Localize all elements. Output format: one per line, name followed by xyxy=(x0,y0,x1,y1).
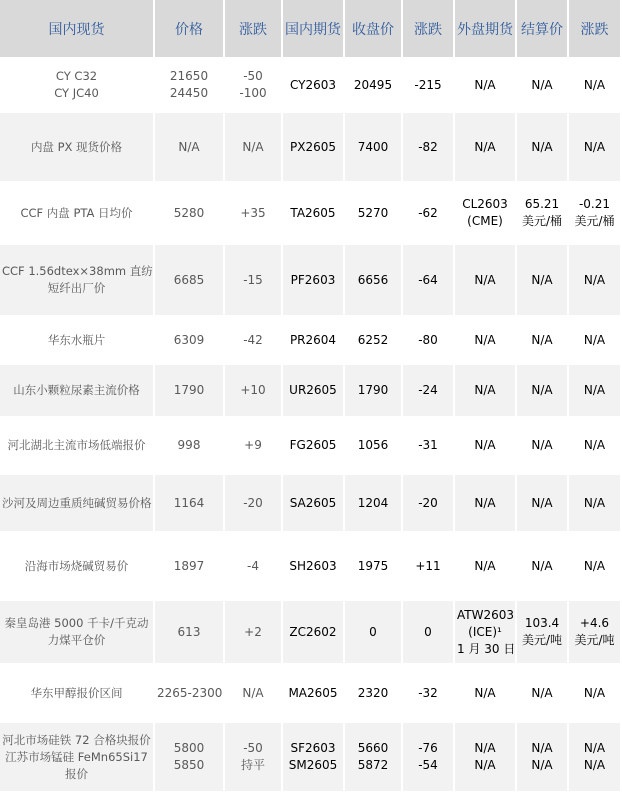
cell-line: 河北湖北主流市场低端报价 xyxy=(7,438,146,452)
cell-line: N/A xyxy=(583,558,606,573)
external-futures-cell xyxy=(455,113,517,183)
spot-change-cell xyxy=(225,365,283,418)
external-change-cell xyxy=(569,418,622,475)
table-row xyxy=(0,59,622,113)
cell-line: 2265-2300 xyxy=(157,685,223,700)
cell-line: -42 xyxy=(243,332,263,347)
header-row xyxy=(0,0,622,59)
cell-line: CCF 1.56dtex×38mm 直纺 xyxy=(2,264,153,278)
external-change-cell xyxy=(569,665,622,723)
cell-line: 1975 xyxy=(357,558,389,573)
external-change-cell xyxy=(569,723,622,793)
external-change-cell xyxy=(569,59,622,113)
cell-line: N/A xyxy=(583,77,606,92)
cell-line: -80 xyxy=(418,332,438,347)
futures-contract-cell xyxy=(283,723,345,793)
spot-name-cell xyxy=(0,317,155,365)
cell-line: -0.21 xyxy=(578,197,611,211)
settle-price-cell xyxy=(517,418,569,475)
settle-price-cell xyxy=(517,665,569,723)
spot-name-cell xyxy=(0,533,155,601)
spot-name-cell xyxy=(0,418,155,475)
cell-line: N/A xyxy=(583,495,606,510)
cell-line: 5800 xyxy=(173,741,205,755)
spot-change-cell xyxy=(225,113,283,183)
cell-line: -4 xyxy=(247,558,259,573)
settle-price-cell xyxy=(517,533,569,601)
futures-change-cell xyxy=(403,723,455,793)
close-price-cell xyxy=(345,601,403,665)
cell-line: N/A xyxy=(474,383,496,397)
settle-price-cell xyxy=(517,475,569,533)
spot-change-cell xyxy=(225,245,283,317)
cell-line: -24 xyxy=(418,383,438,397)
cell-line: N/A xyxy=(583,741,606,755)
spot-change-cell xyxy=(225,475,283,533)
cell-line: 1790 xyxy=(173,383,205,397)
header-settle: 结算价 xyxy=(517,0,569,59)
cell-line: N/A xyxy=(531,758,553,772)
external-change-cell xyxy=(569,317,622,365)
cell-line: +9 xyxy=(244,438,262,452)
cell-line: N/A xyxy=(583,758,606,772)
futures-change-cell xyxy=(403,665,455,723)
close-price-cell xyxy=(345,665,403,723)
cell-line: 山东小颗粒尿素主流价格 xyxy=(13,383,140,397)
settle-price-cell xyxy=(517,59,569,113)
cell-line: N/A xyxy=(474,139,496,154)
table-row xyxy=(0,475,622,533)
header-spot: 国内现货 xyxy=(0,0,155,59)
cell-line: 持平 xyxy=(240,758,265,772)
settle-price-cell xyxy=(517,723,569,793)
cell-line: N/A xyxy=(583,332,606,347)
cell-line: 5872 xyxy=(357,758,389,772)
cell-line: -64 xyxy=(418,272,438,287)
cell-line: N/A xyxy=(531,438,553,452)
spot-price-cell xyxy=(155,533,225,601)
cell-line: 65.21 xyxy=(524,197,560,211)
futures-change-cell xyxy=(403,601,455,665)
cell-line: N/A xyxy=(474,758,496,772)
header-change: 涨跌 xyxy=(225,0,283,59)
cell-line: ATW2603 xyxy=(457,607,515,622)
external-futures-cell xyxy=(455,533,517,601)
spot-change-cell xyxy=(225,665,283,723)
futures-contract-cell xyxy=(283,59,345,113)
external-futures-cell xyxy=(455,245,517,317)
settle-price-cell xyxy=(517,245,569,317)
table-row xyxy=(0,665,622,723)
cell-line: N/A xyxy=(531,139,553,154)
header-external-change: 涨跌 xyxy=(569,0,622,59)
table-row xyxy=(0,183,622,245)
futures-contract-cell xyxy=(283,245,345,317)
cell-line: (CME) xyxy=(467,214,503,228)
external-change-cell xyxy=(569,113,622,183)
futures-contract-cell xyxy=(283,601,345,665)
external-change-cell xyxy=(569,365,622,418)
cell-line: CCF 内盘 PTA 日均价 xyxy=(20,205,133,220)
cell-line: 1897 xyxy=(173,558,205,573)
cell-line: (ICE)¹ xyxy=(468,624,502,639)
cell-line: SH2603 xyxy=(289,558,337,573)
cell-line: 103.4 xyxy=(524,616,560,630)
table-row xyxy=(0,533,622,601)
cell-line: N/A xyxy=(474,558,496,573)
cell-line: 1 月 30 日 xyxy=(457,641,516,656)
futures-change-cell xyxy=(403,113,455,183)
spot-price-cell xyxy=(155,183,225,245)
cell-line: 6252 xyxy=(357,332,389,347)
cell-line: +10 xyxy=(240,383,266,397)
external-futures-cell xyxy=(455,475,517,533)
futures-change-cell xyxy=(403,317,455,365)
external-futures-cell xyxy=(455,317,517,365)
external-change-cell xyxy=(569,533,622,601)
futures-change-cell xyxy=(403,183,455,245)
external-futures-cell xyxy=(455,665,517,723)
table-row xyxy=(0,317,622,365)
external-futures-cell xyxy=(455,59,517,113)
external-futures-cell xyxy=(455,723,517,793)
cell-line: N/A xyxy=(242,685,264,700)
cell-line: CY2603 xyxy=(289,77,337,92)
spot-name-cell xyxy=(0,113,155,183)
header-futures-change: 涨跌 xyxy=(403,0,455,59)
spot-change-cell xyxy=(225,59,283,113)
spot-price-cell xyxy=(155,365,225,418)
close-price-cell xyxy=(345,723,403,793)
spot-name-cell xyxy=(0,245,155,317)
spot-price-cell xyxy=(155,475,225,533)
spot-name-cell xyxy=(0,183,155,245)
futures-contract-cell xyxy=(283,475,345,533)
cell-line: N/A xyxy=(474,272,496,287)
cell-line: 沙河及周边重质纯碱贸易价格 xyxy=(2,495,152,510)
spot-change-cell xyxy=(225,418,283,475)
external-change-cell xyxy=(569,475,622,533)
cell-line: 0 xyxy=(424,624,432,639)
cell-line: -50 xyxy=(243,741,263,755)
cell-line: N/A xyxy=(474,685,496,700)
external-futures-cell xyxy=(455,183,517,245)
cell-line: TA2605 xyxy=(290,205,336,220)
close-price-cell xyxy=(345,365,403,418)
spot-price-cell xyxy=(155,113,225,183)
cell-line: 秦皇岛港 5000 千卡/千克动 xyxy=(4,616,149,630)
external-futures-cell xyxy=(455,601,517,665)
cell-line: 0 xyxy=(369,624,377,639)
cell-line: FG2605 xyxy=(289,438,337,452)
cell-line: 5270 xyxy=(357,205,389,220)
cell-line: 美元/吨 xyxy=(521,633,563,647)
cell-line: 6656 xyxy=(357,272,389,287)
futures-contract-cell xyxy=(283,665,345,723)
cell-line: N/A xyxy=(474,332,496,347)
cell-line: -100 xyxy=(239,86,267,100)
cell-line: N/A xyxy=(531,77,553,92)
spot-price-cell xyxy=(155,245,225,317)
cell-line: N/A xyxy=(531,495,553,510)
spot-name-cell xyxy=(0,723,155,793)
cell-line: 998 xyxy=(177,438,201,452)
cell-line: N/A xyxy=(583,438,606,452)
header-price: 价格 xyxy=(155,0,225,59)
cell-line: N/A xyxy=(474,438,496,452)
cell-line: ZC2602 xyxy=(289,624,337,639)
cell-line: 1790 xyxy=(357,383,389,397)
spot-change-cell xyxy=(225,183,283,245)
futures-change-cell xyxy=(403,475,455,533)
cell-line: 2320 xyxy=(357,685,389,700)
cell-line: SA2605 xyxy=(289,495,337,510)
spot-price-cell xyxy=(155,723,225,793)
cell-line: 5660 xyxy=(357,741,389,755)
cell-line: N/A xyxy=(531,332,553,347)
cell-line: 1164 xyxy=(173,495,205,510)
close-price-cell xyxy=(345,317,403,365)
cell-line: -20 xyxy=(243,495,263,510)
cell-line: 沿海市场烧碱贸易价 xyxy=(24,558,129,573)
external-change-cell xyxy=(569,601,622,665)
cell-line: PR2604 xyxy=(289,332,337,347)
cell-line: N/A xyxy=(531,383,553,397)
cell-line: PX2605 xyxy=(290,139,336,154)
cell-line: 1204 xyxy=(357,495,389,510)
cell-line: 力煤平仓价 xyxy=(47,633,106,647)
futures-contract-cell xyxy=(283,183,345,245)
futures-contract-cell xyxy=(283,533,345,601)
spot-price-cell xyxy=(155,665,225,723)
cell-line: 7400 xyxy=(357,139,389,154)
spot-price-cell xyxy=(155,59,225,113)
cell-line: +4.6 xyxy=(579,616,610,630)
cell-line: N/A xyxy=(583,383,606,397)
settle-price-cell xyxy=(517,365,569,418)
close-price-cell xyxy=(345,418,403,475)
cell-line: 5280 xyxy=(173,205,205,220)
futures-change-cell xyxy=(403,245,455,317)
futures-contract-cell xyxy=(283,113,345,183)
settle-price-cell xyxy=(517,601,569,665)
close-price-cell xyxy=(345,245,403,317)
cell-line: 江苏市场锰硅 FeMn65Si17 xyxy=(5,749,148,764)
cell-line: -54 xyxy=(418,758,438,772)
cell-line: 内盘 PX 现货价格 xyxy=(30,139,123,154)
table-row xyxy=(0,418,622,475)
futures-change-cell xyxy=(403,418,455,475)
cell-line: N/A xyxy=(583,139,606,154)
cell-line: N/A xyxy=(474,77,496,92)
cell-line: SF2603 xyxy=(290,741,336,755)
cell-line: N/A xyxy=(583,272,606,287)
table-row xyxy=(0,245,622,317)
spot-price-cell xyxy=(155,601,225,665)
cell-line: CY C32 xyxy=(55,69,98,83)
spot-name-cell xyxy=(0,475,155,533)
cell-line: -32 xyxy=(418,685,438,700)
spot-change-cell xyxy=(225,533,283,601)
table-row xyxy=(0,723,622,793)
header-external-futures: 外盘期货 xyxy=(455,0,517,59)
settle-price-cell xyxy=(517,113,569,183)
cell-line: +2 xyxy=(244,624,262,639)
cell-line: 华东甲醇报价区间 xyxy=(30,685,123,700)
cell-line: N/A xyxy=(242,139,264,154)
table-row xyxy=(0,113,622,183)
cell-line: N/A xyxy=(178,139,200,154)
cell-line: -62 xyxy=(418,205,438,220)
cell-line: N/A xyxy=(583,685,606,700)
close-price-cell xyxy=(345,475,403,533)
cell-line: +11 xyxy=(415,558,441,573)
spot-name-cell xyxy=(0,601,155,665)
spot-change-cell xyxy=(225,723,283,793)
cell-line: 24450 xyxy=(169,86,209,100)
header-domestic-futures: 国内期货 xyxy=(283,0,345,59)
cell-line: CL2603 xyxy=(462,197,508,211)
cell-line: -31 xyxy=(418,438,438,452)
spot-price-cell xyxy=(155,317,225,365)
cell-line: 美元/桶 xyxy=(521,214,563,228)
cell-line: 6685 xyxy=(173,272,205,287)
header-close: 收盘价 xyxy=(345,0,403,59)
futures-change-cell xyxy=(403,365,455,418)
cell-line: 6309 xyxy=(173,332,205,347)
cell-line: 华东水瓶片 xyxy=(47,332,106,347)
cell-line: 21650 xyxy=(169,69,209,83)
cell-line: N/A xyxy=(474,495,496,510)
cell-line: N/A xyxy=(474,741,496,755)
cell-line: N/A xyxy=(531,685,553,700)
table-body xyxy=(0,59,622,793)
cell-line: MA2605 xyxy=(288,685,338,700)
spot-change-cell xyxy=(225,317,283,365)
cell-line: 河北市场硅铁 72 合格块报价 xyxy=(2,732,151,747)
table-row xyxy=(0,601,622,665)
cell-line: 短纤出厂价 xyxy=(47,281,106,295)
table-row xyxy=(0,365,622,418)
cell-line: 613 xyxy=(177,624,201,639)
cell-line: CY JC40 xyxy=(54,86,99,100)
close-price-cell xyxy=(345,59,403,113)
cell-line: SM2605 xyxy=(288,758,338,772)
cell-line: N/A xyxy=(531,558,553,573)
cell-line: PF2603 xyxy=(290,272,336,287)
spot-name-cell xyxy=(0,59,155,113)
futures-contract-cell xyxy=(283,317,345,365)
cell-line: 美元/桶 xyxy=(574,214,615,228)
external-futures-cell xyxy=(455,418,517,475)
close-price-cell xyxy=(345,183,403,245)
cell-line: 5850 xyxy=(173,758,205,772)
cell-line: +35 xyxy=(240,205,266,220)
external-futures-cell xyxy=(455,365,517,418)
cell-line: 1056 xyxy=(357,438,389,452)
external-change-cell xyxy=(569,183,622,245)
cell-line: -15 xyxy=(243,272,263,287)
futures-contract-cell xyxy=(283,418,345,475)
cell-line: -50 xyxy=(243,69,263,83)
cell-line: N/A xyxy=(531,272,553,287)
cell-line: 报价 xyxy=(65,766,88,781)
cell-line: N/A xyxy=(531,741,553,755)
spot-change-cell xyxy=(225,601,283,665)
futures-change-cell xyxy=(403,59,455,113)
close-price-cell xyxy=(345,533,403,601)
futures-contract-cell xyxy=(283,365,345,418)
settle-price-cell xyxy=(517,183,569,245)
spot-name-cell xyxy=(0,365,155,418)
futures-change-cell xyxy=(403,533,455,601)
cell-line: -82 xyxy=(418,139,438,154)
spot-name-cell xyxy=(0,665,155,723)
cell-line: -20 xyxy=(418,495,438,510)
cell-line: -76 xyxy=(418,741,438,755)
cell-line: UR2605 xyxy=(289,383,337,397)
spot-price-cell xyxy=(155,418,225,475)
cell-line: 20495 xyxy=(353,77,393,92)
settle-price-cell xyxy=(517,317,569,365)
close-price-cell xyxy=(345,113,403,183)
cell-line: -215 xyxy=(414,77,442,92)
external-change-cell xyxy=(569,245,622,317)
cell-line: 美元/吨 xyxy=(574,633,615,647)
